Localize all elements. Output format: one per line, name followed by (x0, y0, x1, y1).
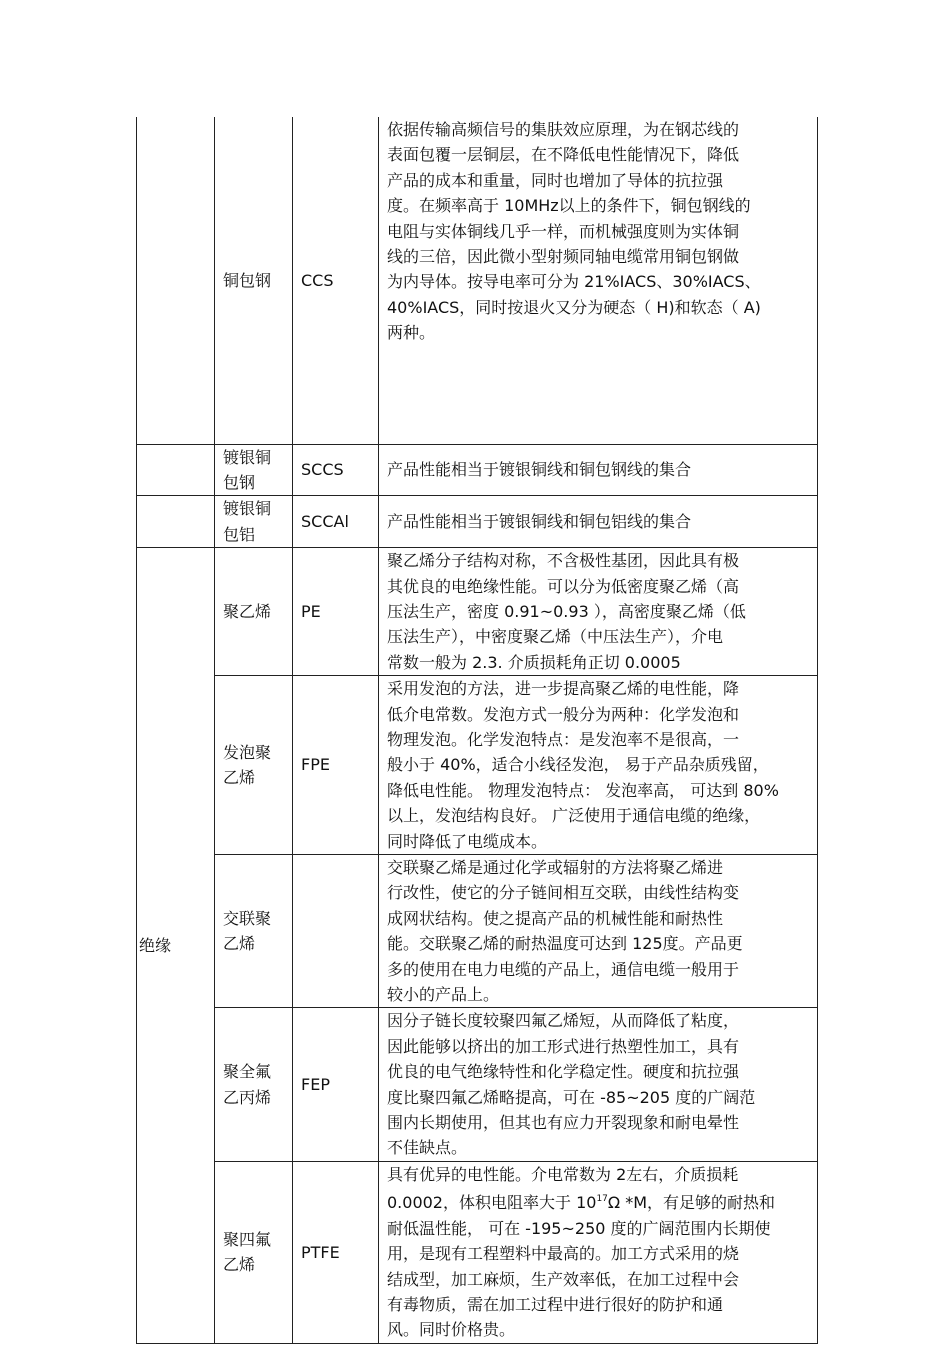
material-name: 聚四氟 乙烯 (215, 1161, 293, 1343)
material-abbr: CCS (293, 117, 379, 444)
material-abbr: FEP (293, 1008, 379, 1161)
material-desc: 依据传输高频信号的集肤效应原理，为在钢芯线的 表面包覆一层铜层，在不降低电性能情况下，降低 产品的成本和重量，同时也增加了导体的抗拉强 度。在频率高于 10MHz以上的条件下，铜包钢线的 电阻与实体铜线几乎一样，而机械强度则为实体铜 线的三倍，因此微小型射频同轴电缆常用铜包钢做 为内导体。按导电率可分为 21%IACS、30%IACS、 40%IACS，同时按退火又分为硬态（ H)和软态（ A) 两种。 (379, 117, 818, 444)
desc-part-a: 具有优异的电性能。介电常数为 2左右，介质损耗 0.0002，体积电阻率大于 10 (387, 1164, 739, 1213)
superscript-exponent: 17 (596, 1194, 608, 1205)
material-abbr: SCCS (293, 444, 379, 496)
table-row (137, 1008, 818, 1161)
material-abbr: PTFE (293, 1161, 379, 1343)
material-name: 镀银铜 包铝 (215, 496, 293, 548)
material-desc: 产品性能相当于镀银铜线和铜包钢线的集合 (379, 444, 818, 496)
material-desc: 交联聚乙烯是通过化学或辐射的方法将聚乙烯进 行改性，使它的分子链间相互交联，由线性结构变 成网状结构。使之提高产品的机械性能和耐热性 能。交联聚乙烯的耐热温度可达到 125度。产品更 多的使用在电力电缆的产品上，通信电缆一般用于 较小的产品上。 (379, 855, 818, 1008)
table-row (137, 496, 818, 548)
material-name: 聚全氟 乙丙烯 (215, 1008, 293, 1161)
material-abbr (293, 855, 379, 1008)
material-name: 镀银铜 包钢 (215, 444, 293, 496)
material-desc: 聚乙烯分子结构对称，不含极性基团，因此具有极 其优良的电绝缘性能。可以分为低密度聚乙烯（高 压法生产，密度 0.91~0.93 ），高密度聚乙烯（低 压法生产），中密度聚乙烯（中压法生产），介电 常数一般为 2.3. 介质损耗角正切 0.0005 (379, 548, 818, 676)
material-abbr: PE (293, 548, 379, 676)
table-row (137, 548, 818, 676)
material-abbr: FPE (293, 676, 379, 855)
material-name: 发泡聚 乙烯 (215, 676, 293, 855)
category-cell-empty (137, 496, 215, 548)
material-abbr: SCCAl (293, 496, 379, 548)
material-name: 铜包钢 (215, 117, 293, 444)
material-desc: 产品性能相当于镀银铜线和铜包铝线的集合 (379, 496, 818, 548)
table-row (137, 444, 818, 496)
material-desc: 采用发泡的方法，进一步提高聚乙烯的电性能，降 低介电常数。发泡方式一般分为两种：化学发泡和 物理发泡。化学发泡特点：是发泡率不是很高，一 般小于 40%，适合小线径发泡， 易于产品杂质残留， 降低电性能。 物理发泡特点： 发泡率高， 可达到 80% 以上，发泡结构良好。 广泛使用于通信电缆的绝缘， 同时降低了电缆成本。 (379, 676, 818, 855)
table-row (137, 855, 818, 1008)
desc-part-b: Ω *M，有足够的耐热和 耐低温性能， 可在 -195~250 度的广阔范围内长期使 用，是现有工程塑料中最高的。加工方式采用的烧 结成型，加工麻烦，生产效率低，在加工过程中会 有毒物质，需在加工过程中进行很好的防护和通 风。同时价格贵。 (387, 1193, 776, 1340)
table-row (137, 1161, 818, 1343)
material-table (136, 117, 818, 1344)
material-name: 聚乙烯 (215, 548, 293, 676)
material-name: 交联聚 乙烯 (215, 855, 293, 1008)
material-desc (379, 1161, 818, 1343)
table-row (137, 676, 818, 855)
category-insulation: 绝缘 (137, 548, 215, 1344)
category-cell-empty (137, 444, 215, 496)
category-cell-empty (137, 117, 215, 444)
material-desc: 因分子链长度较聚四氟乙烯短，从而降低了粘度， 因此能够以挤出的加工形式进行热塑性加工，具有 优良的电气绝缘特性和化学稳定性。硬度和抗拉强 度比聚四氟乙烯略提高，可在 -85~205 度的广阔范 围内长期使用，但其也有应力开裂现象和耐电晕性 不佳缺点。 (379, 1008, 818, 1161)
table-row (137, 117, 818, 444)
